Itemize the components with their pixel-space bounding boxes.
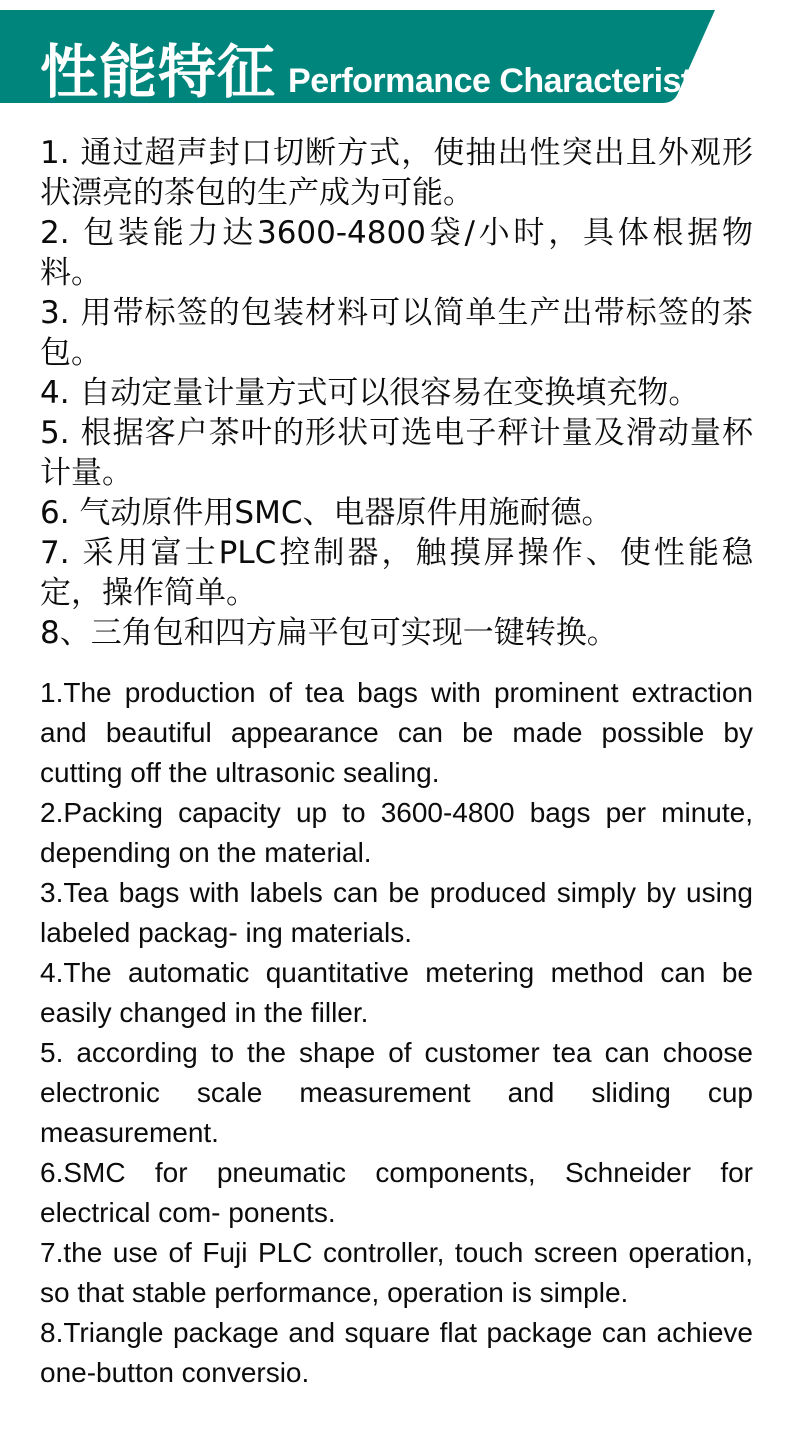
- feature-zh-item: 7. 采用富士PLC控制器，触摸屏操作、使性能稳定，操作简单。: [40, 535, 753, 611]
- feature-content: [0, 103, 790, 1433]
- feature-zh-item: 2. 包装能力达3600-4800袋/小时，具体根据物料。: [40, 215, 753, 291]
- feature-en-item: 4.The automatic quantitative metering method can be easily changed in the filler.: [40, 957, 753, 1028]
- page-root: [0, 10, 790, 1433]
- feature-zh-item: 5. 根据客户茶叶的形状可选电子秤计量及滑动量杯计量。: [40, 415, 753, 491]
- features-en-section: [40, 673, 753, 1393]
- feature-zh-item: 8、三角包和四方扁平包可实现一键转换。: [40, 615, 618, 651]
- feature-en-item: 7.the use of Fuji PLC controller, touch screen operation, so that stable performance, operation is simple.: [40, 1237, 753, 1308]
- feature-en-item: 5. according to the shape of customer tea can choose electronic scale measurement and sliding cup measurement.: [40, 1037, 753, 1148]
- features-zh-section: [40, 133, 753, 653]
- feature-zh-item: 3. 用带标签的包装材料可以简单生产出带标签的茶包。: [40, 295, 753, 371]
- banner-content: 性能特征 Performance Characteristics: [40, 38, 738, 106]
- feature-en-item: 2.Packing capacity up to 3600-4800 bags per minute, depending on the material.: [40, 797, 753, 868]
- feature-en-item: 6.SMC for pneumatic components, Schneider for electrical com- ponents.: [40, 1157, 753, 1228]
- header-banner: [0, 10, 790, 106]
- feature-zh-item: 6. 气动原件用SMC、电器原件用施耐德。: [40, 495, 613, 531]
- feature-zh-item: 4. 自动定量计量方式可以很容易在变换填充物。: [40, 375, 700, 411]
- feature-en-item: 1.The production of tea bags with prominent extraction and beautiful appearance can be made possible by cutting off the ultrasonic sealing.: [40, 677, 753, 788]
- feature-en-item: 3.Tea bags with labels can be produced simply by using labeled packag- ing materials.: [40, 877, 753, 948]
- feature-zh-item: 1. 通过超声封口切断方式，使抽出性突出且外观形状漂亮的茶包的生产成为可能。: [40, 135, 753, 211]
- feature-en-item: 8.Triangle package and square flat package can achieve one-button conversio.: [40, 1317, 753, 1388]
